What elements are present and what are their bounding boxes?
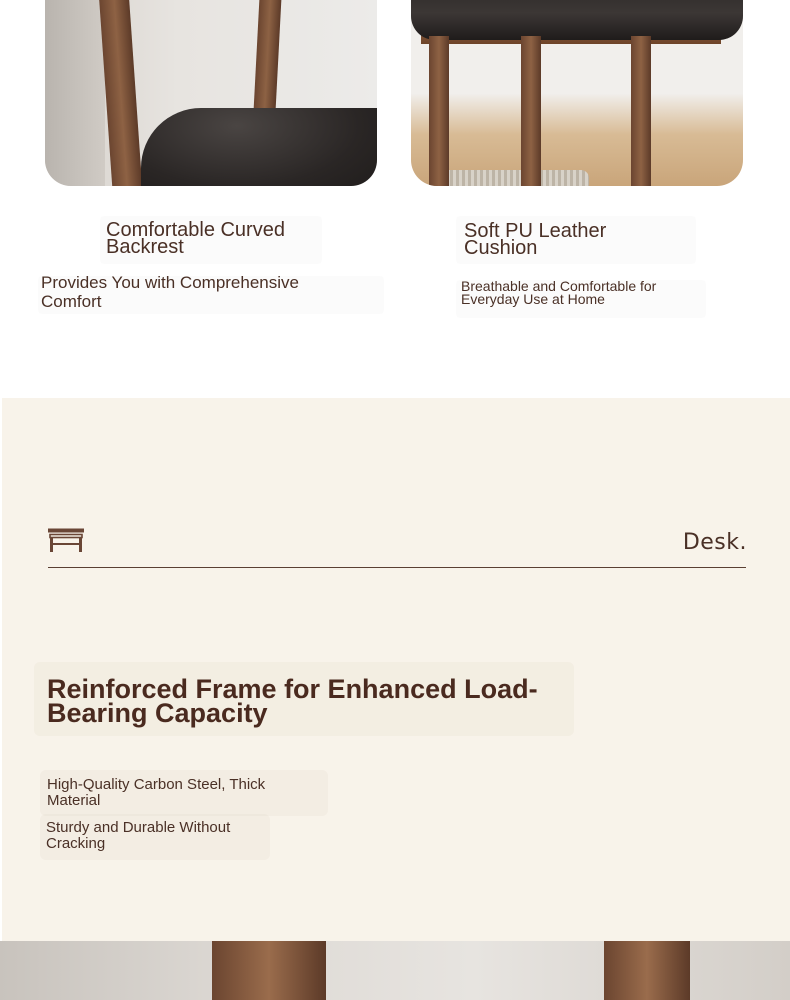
product-photo-curved-backrest — [45, 0, 377, 186]
wall-shadow — [45, 0, 105, 186]
chair-leg — [604, 941, 690, 1000]
feature-subtitle-cushion: Breathable and Comfortable for Everyday Use at Home — [461, 278, 657, 307]
bench-icon — [47, 527, 85, 553]
divider — [48, 567, 746, 568]
chair-seat — [141, 108, 377, 186]
product-photo-pu-cushion — [411, 0, 743, 186]
feature-point: Sturdy and Durable Without Cracking — [46, 819, 231, 852]
feature-title-backrest: Comfortable Curved Backrest — [106, 219, 285, 258]
rug — [441, 170, 589, 186]
chair-seat — [411, 0, 743, 40]
chair-leg — [429, 36, 449, 186]
feature-subtitle-backrest: Provides You with Comprehensive Comfort — [41, 273, 299, 311]
chair-leg — [631, 36, 651, 186]
chair-leg — [212, 941, 326, 1000]
feature-point: High-Quality Carbon Steel, Thick Material — [47, 776, 266, 809]
chair-leg — [521, 36, 541, 186]
product-photo-legs — [0, 941, 790, 1000]
feature-title-cushion: Soft PU Leather Cushion — [464, 220, 607, 259]
section-headline: Reinforced Frame for Enhanced Load-Bearing Capacity — [47, 674, 538, 728]
brand-logo: Desk. — [682, 530, 747, 555]
